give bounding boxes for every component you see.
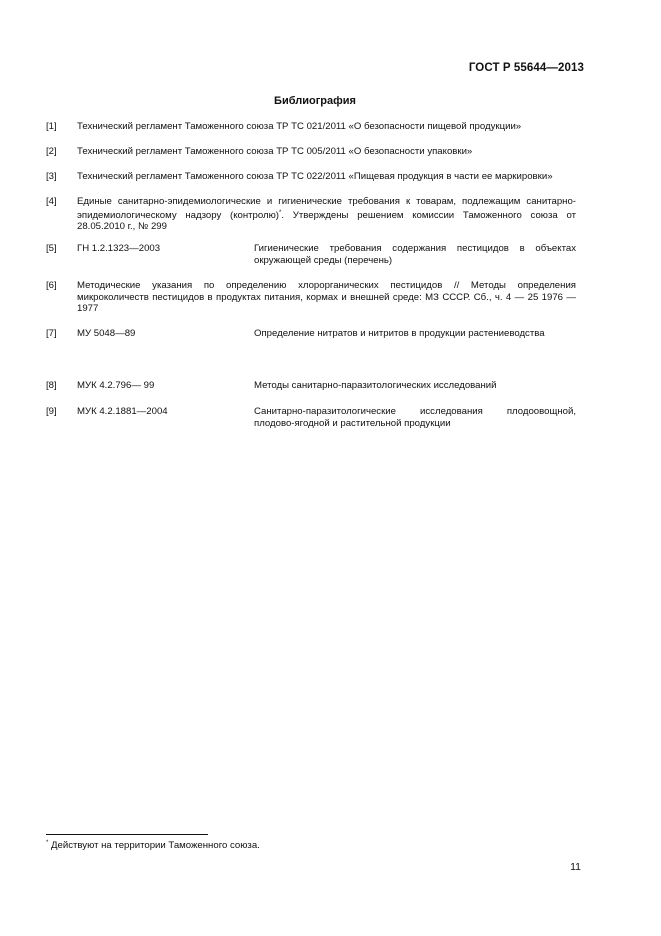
reference-number: [8]	[46, 380, 57, 391]
reference-number: [5]	[46, 243, 57, 254]
reference-number: [4]	[46, 196, 57, 207]
reference-number: [9]	[46, 406, 57, 417]
reference-text-part: . Утверждены решением комиссии Таможенного союза от 28.05.2010 г., № 299	[77, 209, 576, 232]
footnote-divider	[46, 834, 208, 835]
reference-description: Методы санитарно-паразитологических исследований	[254, 380, 497, 391]
page-number: 11	[570, 861, 581, 873]
reference-text-part: Единые санитарно-эпидемиологические и гигиенические требования к товарам, подлежащим санитарно-эпидемиологическому надзору (контролю)	[77, 196, 576, 221]
bibliography-title: Библиография	[274, 95, 356, 107]
reference-description: Определение нитратов и нитритов в продукции растениеводства	[254, 328, 545, 339]
reference-code: МУ 5048—89	[77, 328, 136, 339]
reference-text: Методические указания по определению хлорорганических пестицидов // Методы определения микроколичеств пестицидов в продуктах питания, кормах и внешней среде: МЗ СССР. Сб., ч. 4 — 25 1976 — 1977	[77, 280, 576, 314]
reference-text	[77, 196, 576, 233]
footnote	[46, 840, 260, 851]
reference-code: МУК 4.2.796— 99	[77, 380, 155, 391]
reference-text: Технический регламент Таможенного союза ТР ТС 022/2011 «Пищевая продукция в части ее маркировки»	[77, 171, 553, 182]
reference-number: [7]	[46, 328, 57, 339]
reference-number: [6]	[46, 280, 57, 291]
reference-text: Технический регламент Таможенного союза ТР ТС 021/2011 «О безопасности пищевой продукции»	[77, 121, 522, 132]
footnote-marker: *	[279, 209, 282, 216]
footnote-marker: *	[46, 840, 49, 846]
reference-description: Санитарно-паразитологические исследования плодоовощной, плодово-ягодной и растительной продукции	[254, 406, 576, 429]
reference-code: МУК 4.2.1881—2004	[77, 406, 168, 417]
reference-description: Гигиенические требования содержания пестицидов в объектах окружающей среды (перечень)	[254, 243, 576, 266]
reference-number: [3]	[46, 171, 57, 182]
reference-code: ГН 1.2.1323—2003	[77, 243, 161, 254]
document-code: ГОСТ Р 55644—2013	[468, 62, 584, 74]
footnote-text: Действуют на территории Таможенного союза.	[51, 840, 260, 851]
reference-number: [2]	[46, 146, 57, 157]
reference-number: [1]	[46, 121, 57, 132]
reference-text: Технический регламент Таможенного союза ТР ТС 005/2011 «О безопасности упаковки»	[77, 146, 473, 157]
